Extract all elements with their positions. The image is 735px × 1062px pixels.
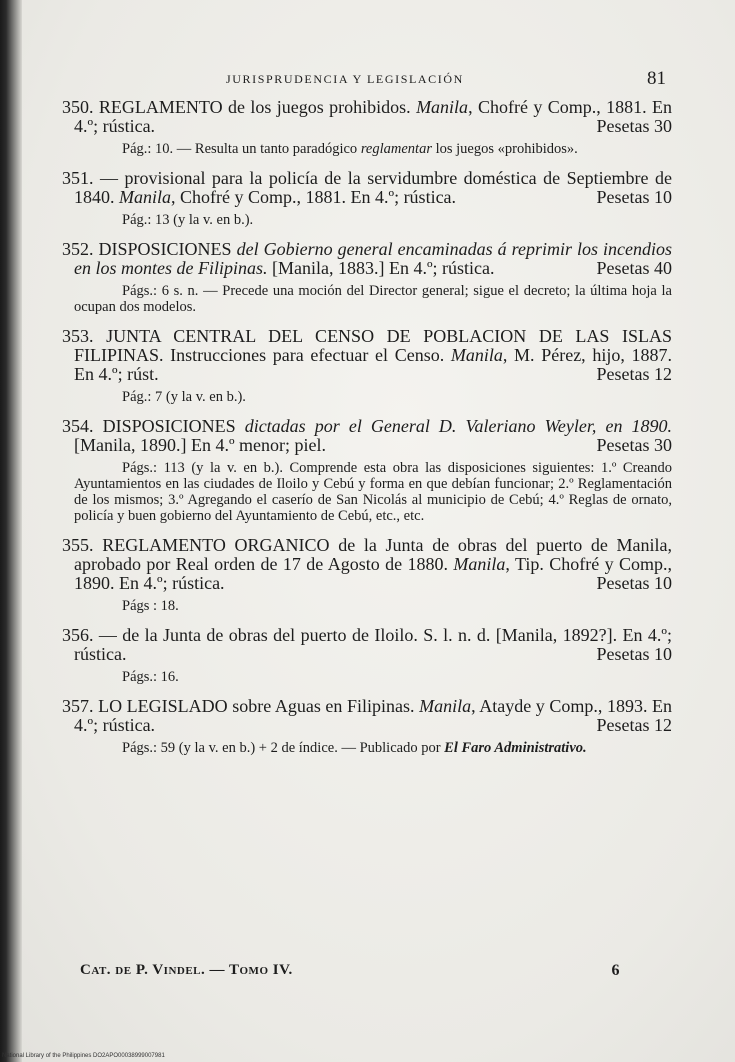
entry-price: Pesetas 12 (596, 364, 672, 384)
entry-place: Manila (416, 97, 469, 117)
entry-number: 352. (62, 239, 94, 259)
note-italic: reglamentar (360, 141, 432, 157)
entry-text-2: , M. Pérez, hijo, 1887. En 4.º; rúst. (74, 345, 673, 384)
entry-text-2: , Chofré y Comp., 1881. En 4.º; rústica. (171, 187, 457, 207)
header-title: JURISPRUDENCIA Y LEGISLACIÓN (226, 72, 464, 86)
entry-text: — provisional para la policía de la servidumbre doméstica de Septiembre de 1840. (74, 168, 673, 207)
entry-355 (62, 535, 673, 614)
entry-text: de los juegos prohibidos. (227, 97, 411, 117)
entry-text-2: , Atayde y Comp., 1893. En 4.º; rústica. (74, 696, 673, 735)
entry-note: Pág.: 7 (y la v. en b.). (122, 389, 246, 405)
entry-text: sobre Aguas en Filipinas. (232, 696, 415, 716)
archive-label: National Library of the Philippines DO2APO00038999007981 (2, 1053, 165, 1059)
entry-italic: del Gobierno general encaminadas á reprimir los incendios en los montes de Filipinas. (74, 239, 673, 278)
entry-353 (62, 326, 673, 405)
entry-356 (62, 625, 672, 685)
entry-price: Pesetas 10 (596, 573, 672, 593)
entry-357 (62, 696, 673, 756)
entry-note: Págs.: 6 s. n. — Precede una moción del Director general; sigue el decreto; la última hoja la ocupan dos modelos. (74, 283, 672, 315)
entry-lead: DISPOSICIONES (102, 416, 236, 436)
entry-note: Págs : 18. (122, 598, 179, 614)
entry-lead: LO LEGISLADO (98, 696, 228, 716)
entry-place: Manila (119, 187, 171, 207)
entry-number: 356. (62, 625, 94, 645)
entry-number: 355. (62, 535, 94, 555)
book-spine-shadow (0, 0, 22, 1062)
entry-note: Págs.: 113 (y la v. en b.). Comprende esta obra las disposiciones siguientes: 1.º Creando Ayuntamientos en las ciudades de Iloilo y Cebú y forma en que debían funcionar; 2.º Reglamentación de los mismos; 3.º Agregando el caserío de San Nicolás al municipio de Cebú; 4.º Reglas de ornato, policía y buen gobierno del Ayuntamiento de Cebú, etc., etc. (74, 460, 672, 524)
entry-352 (62, 239, 673, 315)
entry-text-2: [Manila, 1883.] En 4.º; rústica. (267, 258, 495, 278)
entry-text-2: [Manila, 1890.] En 4.º menor; piel. (74, 435, 327, 455)
note-text: Pág.: 10. — Resulta un tanto paradógico (122, 141, 358, 157)
page-footer (80, 962, 620, 979)
entry-text: JUNTA CENTRAL DEL CENSO DE POBLACION DE LAS ISLAS FILIPINAS. Instrucciones para efectuar el Censo. (74, 326, 673, 365)
entry-number: 353. (62, 326, 94, 346)
entry-price: Pesetas 30 (596, 435, 672, 455)
entry-place: Manila (453, 554, 506, 574)
signature-mark: 6 (611, 962, 620, 979)
entry-lead: DISPOSICIONES (98, 239, 232, 259)
entry-number: 351. (62, 168, 94, 188)
note-text: Págs.: 59 (y la v. en b.) + 2 de índice. — Publicado por (122, 740, 441, 756)
entry-note (74, 141, 672, 157)
entry-number: 350. (62, 97, 94, 117)
entry-price: Pesetas 40 (596, 258, 672, 278)
entry-351 (62, 168, 673, 228)
entry-354 (62, 416, 673, 524)
entry-number: 357. (62, 696, 94, 716)
entry-price: Pesetas 10 (596, 644, 672, 664)
entry-lead: REGLAMENTO ORGANICO (102, 535, 330, 555)
note-italic: El Faro Administrativo. (444, 740, 587, 756)
entry-text-2: , Chofré y Comp., 1881. En 4.º; rústica. (74, 97, 673, 136)
catalog-footer: Cat. de P. Vindel. — Tomo IV. (80, 962, 293, 978)
entry-price: Pesetas 10 (596, 187, 672, 207)
entry-price: Pesetas 12 (596, 715, 672, 735)
entry-text: — de la Junta de obras del puerto de Iloilo. S. l. n. d. [Manila, 1892?]. En 4.º; rústica. (74, 625, 672, 664)
entry-number: 354. (62, 416, 94, 436)
entry-350 (62, 97, 673, 157)
entry-note (74, 740, 672, 756)
page-number: 81 (647, 68, 666, 89)
entry-price: Pesetas 30 (596, 116, 672, 136)
entry-text-2: , Tip. Chofré y Comp., 1890. En 4.º; rústica. (74, 554, 673, 593)
entry-note: Págs.: 16. (122, 669, 179, 685)
entry-place: Manila (450, 345, 503, 365)
running-header (226, 68, 666, 89)
entry-place: Manila (419, 696, 472, 716)
entries-list (62, 97, 673, 768)
entry-note: Pág.: 13 (y la v. en b.). (122, 212, 254, 228)
entry-lead: REGLAMENTO (98, 97, 223, 117)
note-text-2: los juegos «prohibidos». (435, 141, 578, 157)
entry-text: de la Junta de obras del puerto de Manila, aprobado por Real orden de 17 de Agosto de 1880. (74, 535, 673, 574)
entry-italic: dictadas por el General D. Valeriano Weyler, en 1890. (244, 416, 673, 436)
